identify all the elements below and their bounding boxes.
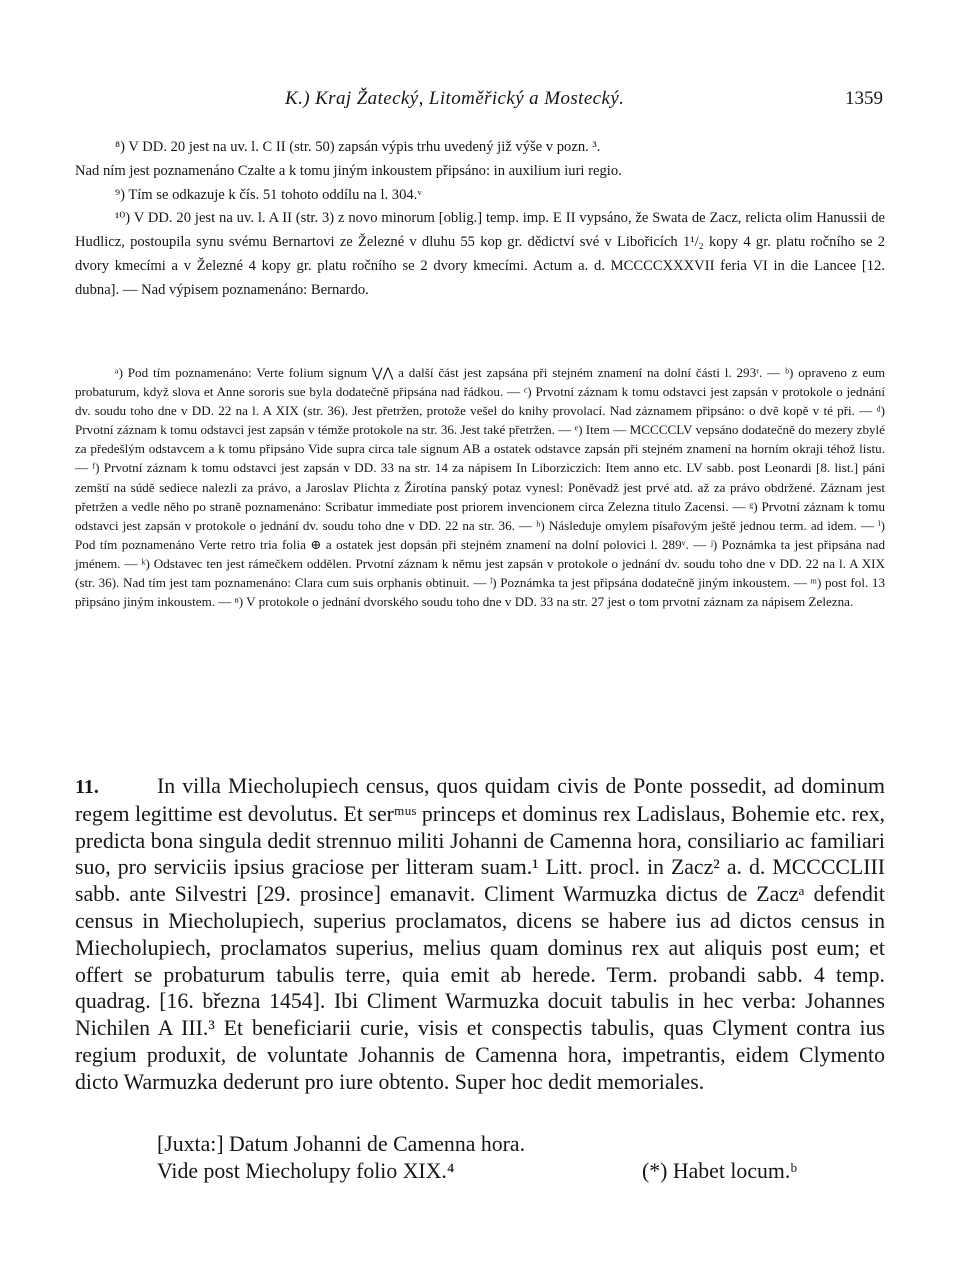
entry-closing-lines xyxy=(75,1131,885,1185)
letter-footnotes xyxy=(75,363,885,611)
habet-locum: (*) Habet locum.ᵇ xyxy=(642,1159,798,1183)
footnote-8-line2: Nad ním jest poznamenáno Czalte a k tomu jiným inkoustem připsáno: in auxilium iuri regio. xyxy=(75,162,622,179)
juxta-line: [Juxta:] Datum Johanni de Camenna hora. xyxy=(157,1132,526,1156)
running-title: K.) Kraj Žatecký, Litoměřický a Mostecký. xyxy=(285,88,625,109)
page-header xyxy=(75,88,885,112)
footnote-8-line1: ⁸) V DD. 20 jest na uv. l. C II (str. 50) zapsán výpis trhu uvedený již výše v pozn. ³. xyxy=(115,139,601,155)
entry-number: 11. xyxy=(75,776,99,798)
vide-line xyxy=(75,1158,885,1185)
vide-text: Vide post Miecholupy folio XIX.⁴ xyxy=(157,1159,455,1183)
entry-paragraph xyxy=(75,773,885,1096)
entry-11 xyxy=(75,773,885,1096)
numbered-footnotes xyxy=(75,136,885,303)
entry-text: In villa Miecholupiech census, quos quidam civis de Ponte possedit, ad dominum regem legittime est devolutus. Et serᵐᵘˢ princeps et dominus rex Ladislaus, Bohemie etc. rex, predicta bona singula dedit strennuo militi Johanni de Camenna hora, consiliario ac familiari suo, pro serviciis ipsius graciose per litteram suam.¹ Litt. procl. in Zacz² a. d. MCCCCLIII sabb. ante Silvestri [29. prosince] emanavit. Climent Warmuzka dictus de Zaczᵃ defendit census in Miecholupiech, superius proclamatos, dicens se habere ius ad dictos census in Miecholupiech, proclamatos superius, melius quam dominus rex aut aliquis post eum; et offert se probaturum tabulis terre, quia emit ab herede. Term. probandi sabb. 4 temp. quadrag. [16. března 1454]. Ibi Climent Warmuzka docuit tabulis in hec verba: Johannes Nichilen A III.³ Et beneficiarii curie, visis et conspectis tabulis, quas Clyment contra ius regium produxit, de voluntate Johannis de Camenna hora, impetrantis, eidem Clymento dicto Warmuzka dederunt pro iure obtento. Super hoc dedit memoriales. xyxy=(75,774,885,1094)
letter-footnotes-text: ᵃ) Pod tím poznamenáno: Verte folium signum ⋁⋀ a další část jest zapsána při stejném znamení na dolní části l. 293ʳ. — ᵇ) opraveno z eum probaturum, když slova et Anne sororis sue byla dodatečně připsána nad řádkou. — ᶜ) Prvotní záznam k tomu odstavci jest zapsán v protokole o jednání dv. soudu toho dne v DD. 22 na l. A XIX (str. 36). Jest přetržen, protože vešel do knihy provolací. Nad záznamem připsáno: o dvě kopě v té při. — ᵈ) Prvotní záznam k tomu odstavci jest zapsán v témže protokole na str. 36. Jest také přetržen. — ᵉ) Item — MCCCCLV vepsáno dodatečně do mezery zbylé za předešlým odstavcem a k tomu připsáno Vide supra circa tale signum AB a ostatek odstavce zapsán při stejném znamení na horním okraji téhož listu. — ᶠ) Prvotní záznam k tomu odstavci jest zapsán v DD. 33 na str. 14 za nápisem In Liborziczich: Item anno etc. LV sabb. post Leonardi [8. list.] páni zemští na súdě sediece nalezli za právo, a Jaroslav Plichta z Žirotína panský potaz vynesl: Poněvadž jest prvé atd. až za právo obdržené. Záznam jest přetržen a vedle něho po straně poznamenáno: Scribatur immediate post priorem invencionem circa Zelezna titulo Zacensi. — ᵍ) Prvotní záznam k tomu odstavci jest zapsán v protokole o jednání dv. soudu toho dne v DD. 22 na str. 36. — ʰ) Následuje omylem písařovým ještě jednou term. ad idem. — ⁱ) Pod tím poznamenáno Verte retro tria folia ⊕ a ostatek jest dopsán při stejném znamení na dolní polovici l. 289ᵛ. — ʲ) Poznámka ta jest připsána nad jménem. — ᵏ) Odstavec ten jest rámečkem oddělen. Prvotní záznam k němu jest zapsán v protokole o jednání dv. soudu toho dne v DD. 22 na l. A XIX (str. 36). Nad tím jest tam poznamenáno: Clara cum suis orphanis obtinuit. — ˡ) Poznámka ta jest připsána dodatečně jiným inkoustem. — ᵐ) post fol. 13 připsáno jiným inkoustem. — ⁿ) V protokole o jednání dvorského soudu toho dne v DD. 33 na str. 27 jest o tom prvotní záznam za nápisem Zelezna. xyxy=(75,365,885,610)
footnote-9: ⁹) Tím se odkazuje k čís. 51 tohoto oddílu na l. 304.ᵛ xyxy=(115,186,422,203)
page-number: 1359 xyxy=(845,88,883,109)
footnote-10: ¹⁰) V DD. 20 jest na uv. l. A II (str. 3) z novo minorum [oblig.] temp. imp. E II vypsáno, že Swata de Zacz, relicta olim Hanussii de Hudlicz, postoupila synu svému Bernartovi ze Železné v dluhu 55 kop gr. dědictví své v Libořicích 1¹/₂ kopy 4 gr. platu ročního se 2 dvory kmecími a v Železné 4 kopy gr. platu ročního se 2 dvory kmecími. Actum a. d. MCCCCXXXVII feria VI in die Lancee [12. dubna]. — Nad výpisem poznamenáno: Bernardo. xyxy=(75,210,885,298)
